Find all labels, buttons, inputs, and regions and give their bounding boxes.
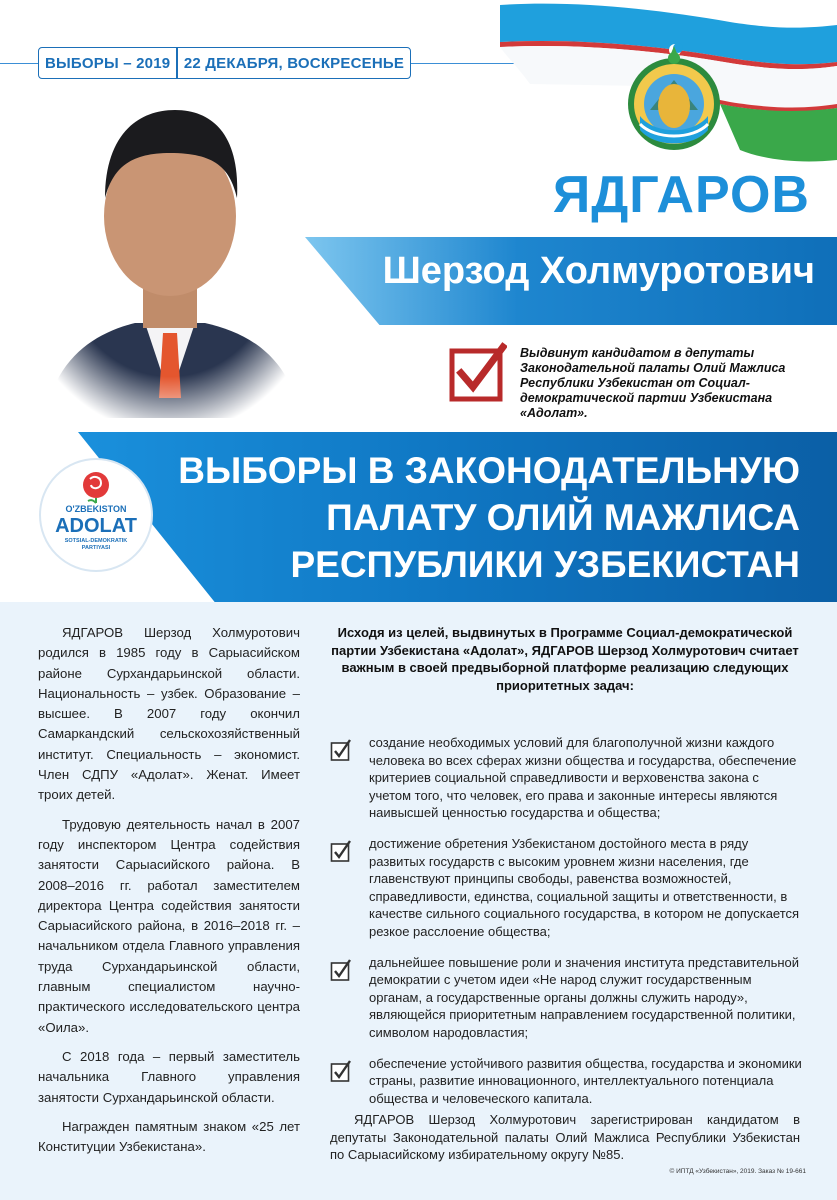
candidate-photo	[35, 98, 305, 418]
task-text: создание необходимых условий для благополучной жизни каждого человека во всех сферах жизни общества и государства, обеспечение критериев социальной справедливости и верховенства закона с учетом того, что человек, его права и законные интересы являются наивысшей ценностью государства и общества;	[369, 735, 797, 821]
task-text: дальнейшее повышение роли и значения института представительной демократии с учетом идеи «Не народ служит государственным органам, а государственные органы должны служить народу», являющейся приоритетным направлением государственной политики, символом народовластия;	[369, 954, 800, 1040]
page-title	[160, 447, 800, 588]
election-label: ВЫБОРЫ – 2019	[45, 54, 171, 72]
title-line-1: ВЫБОРЫ В ЗАКОНОДАТЕЛЬНУЮ	[178, 450, 800, 491]
candidate-first-names: Шерзод Холмуротович	[382, 250, 815, 292]
bio-paragraph: ЯДГАРОВ Шерзод Холмуротович родился в 1985 году в Сарыасийском районе Сурхандарьинской области. Национальность – узбек. Образование – высшее. В 2007 году окончил Самаркандский сельскохозяйственный институт. Специальность – экономист. Член СДПУ «Адолат». Женат. Имеет троих детей.	[38, 625, 300, 803]
task-item	[330, 1055, 802, 1108]
checkbox-check-icon	[330, 1059, 352, 1083]
task-item	[330, 835, 802, 941]
checkbox-check-icon	[330, 839, 352, 863]
program-intro: Исходя из целей, выдвинутых в Программе Социал-демократической партии Узбекистана «Адолат», ЯДГАРОВ Шерзод Холмуротович считает важным в своей предвыборной платформе реализацию следующих приоритетных задач:	[331, 625, 799, 693]
bio-paragraph: С 2018 года – первый заместитель начальника Главного управления занятости Сурхандарьинской области.	[38, 1048, 300, 1105]
task-text: достижение обретения Узбекистаном достойного места в ряду развитых государств с высоким уровнем жизни населения, где главенствуют принципы свободы, равенства возможностей, справедливости, единства, социальной защиты и ответственности, в качестве сильного социального государства, в котором не допускается резкое расслоение общества;	[369, 835, 800, 939]
logo-sub-text-2: PARTIYASI	[81, 545, 111, 551]
election-date: 22 ДЕКАБРЯ, ВОСКРЕСЕНЬЕ	[183, 54, 405, 72]
task-item	[330, 734, 802, 822]
party-logo	[38, 457, 154, 573]
print-footer: © ИПТД «Узбекистан», 2019. Заказ № 19-661	[669, 1168, 806, 1175]
candidate-surname: ЯДГАРОВ	[552, 166, 810, 224]
nomination-text: Выдвинут кандидатом в депутаты Законодательной палаты Олий Мажлиса Республики Узбекистан от Социал-демократической партии Узбекистана «Адолат».	[520, 346, 786, 420]
state-emblem-image	[620, 40, 728, 158]
registration-note: ЯДГАРОВ Шерзод Холмуротович зарегистрирован кандидатом в депутаты Законодательной палаты Олий Мажлиса Республики Узбекистан по Сарыасийскому избирательному округу №85.	[330, 1112, 800, 1163]
checkbox-check-icon	[330, 738, 352, 762]
logo-sub-text-1: SOTSIAL-DEMOKRATIK	[64, 538, 128, 544]
election-header	[38, 47, 411, 79]
bio-paragraph: Награжден памятным знаком «25 лет Конституции Узбекистана».	[38, 1118, 300, 1155]
checkbox-check-icon	[330, 958, 352, 982]
logo-party-name: ADOLAT	[55, 515, 137, 537]
title-line-2: ПАЛАТУ ОЛИЙ МАЖЛИСА	[326, 497, 800, 538]
task-text: обеспечение устойчивого развития общества, государства и экономики страны, развитие инновационного, интеллектуального потенциала общества и человеческого капитала.	[369, 1055, 802, 1106]
logo-country-text: O'ZBEKISTON	[65, 504, 127, 514]
title-line-3: РЕСПУБЛИКИ УЗБЕКИСТАН	[290, 544, 800, 585]
task-item	[330, 954, 802, 1042]
biography	[38, 623, 300, 1166]
bio-paragraph: Трудовую деятельность начал в 2007 году инспектором Центра содействия занятости Сарыасийского района. В 2008–2016 гг. работал заместителем директора Центра содействия занятости Сарыасийского района, в 2016–2018 гг. – начальником отдела Главного управления труда Сурхандарьинской области, главным специалистом научно-практического исследовательского центра «Оила».	[38, 816, 300, 1035]
program-tasks	[330, 734, 802, 1120]
checkbox-check-icon	[449, 341, 507, 403]
